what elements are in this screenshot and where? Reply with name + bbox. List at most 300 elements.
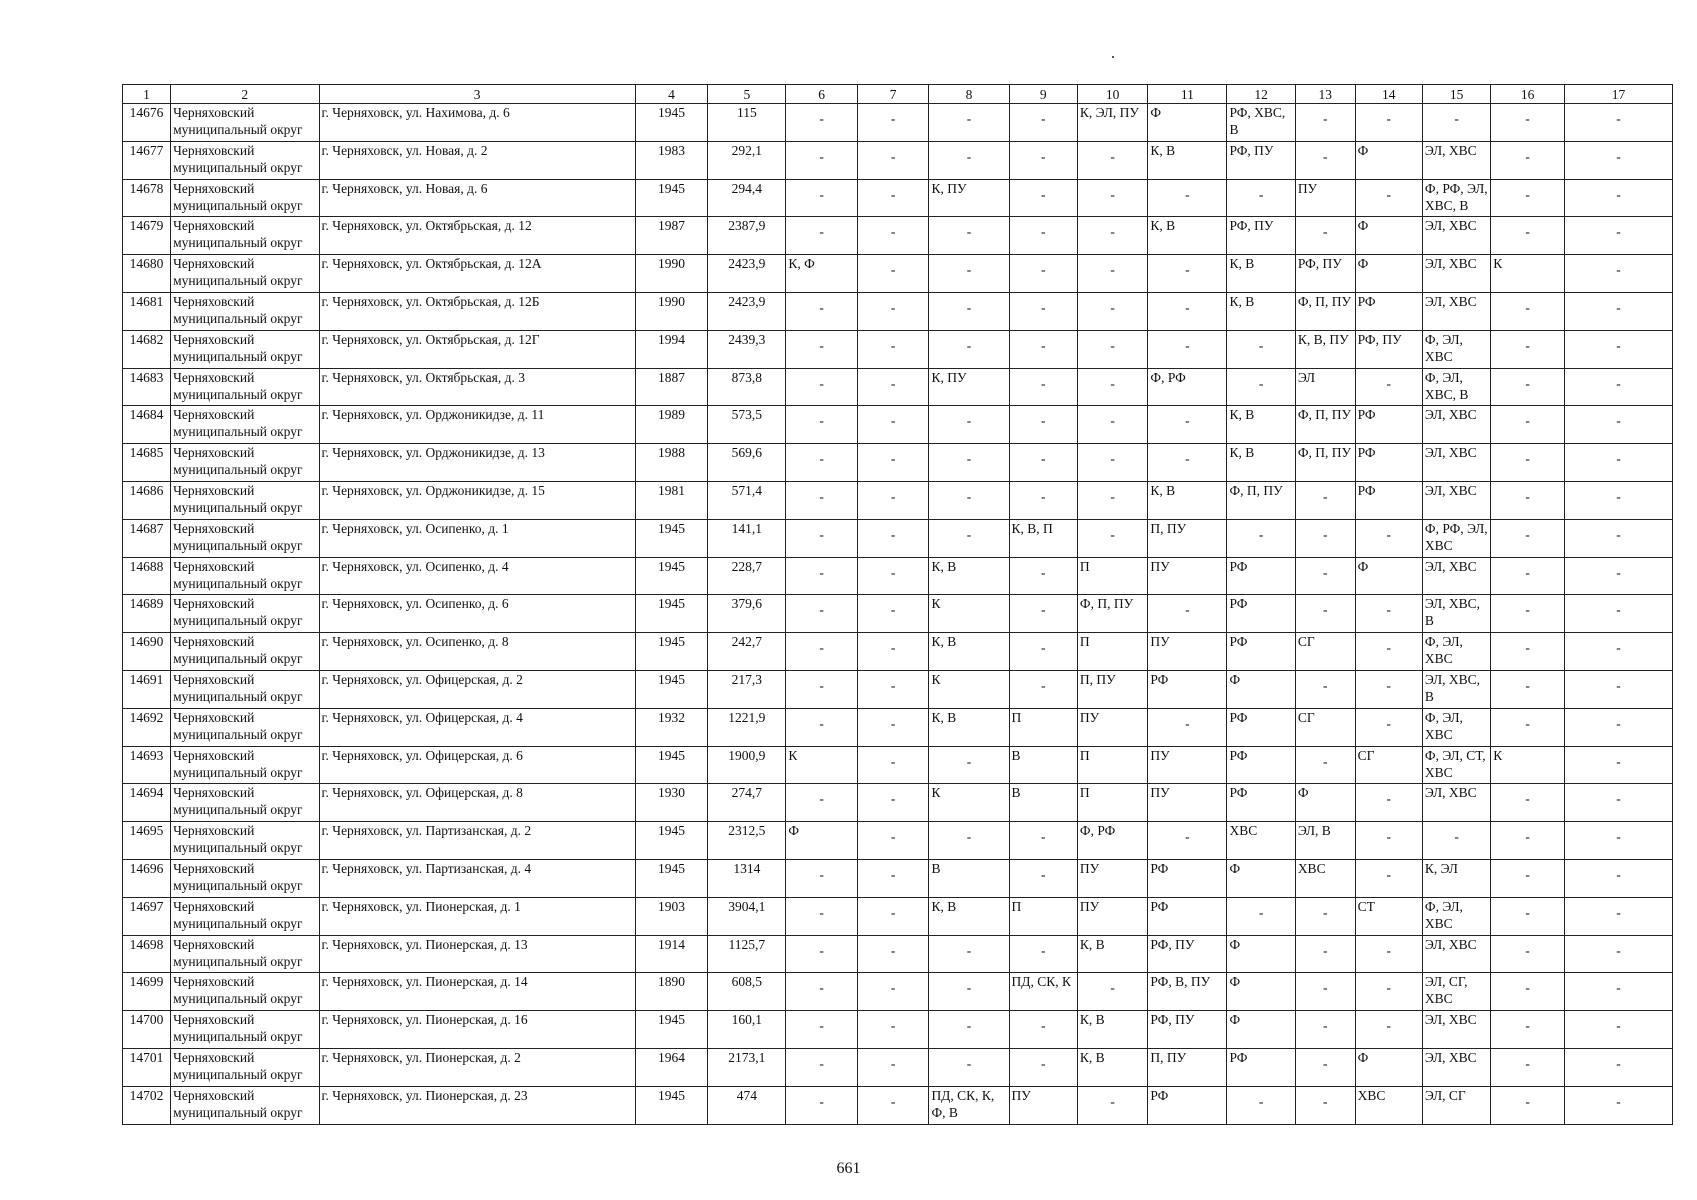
table-cell-col-2: Черняховский муниципальный округ [171, 973, 319, 1011]
table-cell-col-9: - [1009, 444, 1077, 482]
table-row [123, 368, 1673, 406]
table-cell-col-15: Ф, РФ, ЭЛ, ХВС, В [1422, 179, 1490, 217]
table-cell-col-2: Черняховский муниципальный округ [171, 141, 319, 179]
table-cell-col-5: 873,8 [708, 368, 786, 406]
table-row [123, 179, 1673, 217]
column-header-2: 2 [171, 85, 319, 104]
table-row [123, 859, 1673, 897]
table-cell-col-7: - [857, 746, 929, 784]
table-cell-col-9: - [1009, 1011, 1077, 1049]
table-cell-col-16: - [1491, 897, 1565, 935]
table-cell-col-17: - [1564, 1048, 1672, 1086]
table-cell-col-2: Черняховский муниципальный округ [171, 368, 319, 406]
table-cell-col-17: - [1564, 444, 1672, 482]
table-cell-col-15: ЭЛ, ХВС, В [1422, 595, 1490, 633]
table-cell-col-12: ХВС [1227, 822, 1295, 860]
table-cell-col-3: г. Черняховск, ул. Осипенко, д. 6 [319, 595, 635, 633]
table-cell-col-3: г. Черняховск, ул. Октябрьская, д. 12Б [319, 292, 635, 330]
table-cell-col-16: - [1491, 557, 1565, 595]
table-cell-col-14: ХВС [1355, 1086, 1422, 1124]
table-cell-col-10: - [1077, 255, 1148, 293]
table-cell-col-5: 228,7 [708, 557, 786, 595]
table-cell-col-15: ЭЛ, ХВС [1422, 444, 1490, 482]
table-cell-col-9: - [1009, 481, 1077, 519]
table-cell-col-16: К [1491, 255, 1565, 293]
table-cell-col-17: - [1564, 595, 1672, 633]
table-cell-col-17: - [1564, 822, 1672, 860]
table-cell-col-4: 1988 [635, 444, 708, 482]
table-cell-col-8: - [929, 104, 1009, 142]
table-cell-col-15: ЭЛ, ХВС [1422, 141, 1490, 179]
table-cell-col-3: г. Черняховск, ул. Офицерская, д. 6 [319, 746, 635, 784]
table-cell-col-8: - [929, 406, 1009, 444]
table-row [123, 973, 1673, 1011]
table-cell-col-16: - [1491, 406, 1565, 444]
table-cell-col-13: РФ, ПУ [1295, 255, 1355, 293]
table-cell-col-4: 1945 [635, 519, 708, 557]
table-cell-col-8: К, В [929, 897, 1009, 935]
table-cell-col-9: - [1009, 935, 1077, 973]
table-cell-col-8: К, В [929, 708, 1009, 746]
table-cell-col-15: ЭЛ, ХВС [1422, 481, 1490, 519]
table-cell-col-14: РФ [1355, 444, 1422, 482]
table-cell-col-10: К, ЭЛ, ПУ [1077, 104, 1148, 142]
table-cell-col-15: ЭЛ, ХВС [1422, 406, 1490, 444]
table-cell-col-11: РФ, ПУ [1148, 1011, 1227, 1049]
table-cell-col-9: - [1009, 104, 1077, 142]
table-cell-col-1: 14679 [123, 217, 171, 255]
table-cell-col-5: 274,7 [708, 784, 786, 822]
table-cell-col-4: 1945 [635, 859, 708, 897]
table-cell-col-7: - [857, 444, 929, 482]
table-cell-col-11: П, ПУ [1148, 1048, 1227, 1086]
table-cell-col-4: 1945 [635, 1011, 708, 1049]
table-cell-col-17: - [1564, 1086, 1672, 1124]
table-cell-col-3: г. Черняховск, ул. Орджоникидзе, д. 11 [319, 406, 635, 444]
table-cell-col-1: 14699 [123, 973, 171, 1011]
table-cell-col-4: 1945 [635, 557, 708, 595]
column-header-14: 14 [1355, 85, 1422, 104]
table-cell-col-2: Черняховский муниципальный округ [171, 633, 319, 671]
table-cell-col-2: Черняховский муниципальный округ [171, 784, 319, 822]
table-cell-col-5: 1900,9 [708, 746, 786, 784]
table-cell-col-5: 2423,9 [708, 292, 786, 330]
table-cell-col-8: К, В [929, 557, 1009, 595]
table-cell-col-7: - [857, 935, 929, 973]
table-cell-col-7: - [857, 708, 929, 746]
table-cell-col-12: РФ [1227, 595, 1295, 633]
column-header-1: 1 [123, 85, 171, 104]
table-row [123, 104, 1673, 142]
table-cell-col-17: - [1564, 368, 1672, 406]
table-cell-col-9: - [1009, 368, 1077, 406]
table-cell-col-1: 14688 [123, 557, 171, 595]
table-cell-col-17: - [1564, 670, 1672, 708]
table-cell-col-1: 14677 [123, 141, 171, 179]
table-cell-col-10: К, В [1077, 1011, 1148, 1049]
table-row [123, 670, 1673, 708]
table-cell-col-2: Черняховский муниципальный округ [171, 557, 319, 595]
table-cell-col-6: - [786, 368, 858, 406]
table-cell-col-11: Ф, РФ [1148, 368, 1227, 406]
table-cell-col-10: П, ПУ [1077, 670, 1148, 708]
table-cell-col-15: ЭЛ, ХВС [1422, 557, 1490, 595]
table-cell-col-2: Черняховский муниципальный округ [171, 481, 319, 519]
table-cell-col-8: - [929, 935, 1009, 973]
table-cell-col-3: г. Черняховск, ул. Октябрьская, д. 3 [319, 368, 635, 406]
table-cell-col-3: г. Черняховск, ул. Пионерская, д. 14 [319, 973, 635, 1011]
table-cell-col-11: - [1148, 255, 1227, 293]
table-cell-col-16: - [1491, 935, 1565, 973]
table-cell-col-10: - [1077, 292, 1148, 330]
table-cell-col-6: - [786, 179, 858, 217]
table-cell-col-15: Ф, РФ, ЭЛ, ХВС [1422, 519, 1490, 557]
table-cell-col-7: - [857, 179, 929, 217]
table-cell-col-14: Ф [1355, 255, 1422, 293]
table-cell-col-14: Ф [1355, 1048, 1422, 1086]
table-cell-col-6: - [786, 141, 858, 179]
table-cell-col-13: Ф [1295, 784, 1355, 822]
table-cell-col-11: РФ [1148, 897, 1227, 935]
table-cell-col-15: ЭЛ, ХВС [1422, 292, 1490, 330]
table-cell-col-7: - [857, 255, 929, 293]
table-cell-col-2: Черняховский муниципальный округ [171, 935, 319, 973]
table-cell-col-11: К, В [1148, 217, 1227, 255]
table-cell-col-1: 14698 [123, 935, 171, 973]
table-cell-col-13: - [1295, 1048, 1355, 1086]
table-cell-col-8: - [929, 217, 1009, 255]
table-cell-col-16: - [1491, 141, 1565, 179]
table-cell-col-10: Ф, РФ [1077, 822, 1148, 860]
table-cell-col-8: К, В [929, 633, 1009, 671]
table-cell-col-7: - [857, 784, 929, 822]
table-cell-col-6: - [786, 444, 858, 482]
table-cell-col-2: Черняховский муниципальный округ [171, 595, 319, 633]
table-cell-col-12: Ф [1227, 935, 1295, 973]
table-cell-col-8: К, ПУ [929, 368, 1009, 406]
table-cell-col-15: Ф, ЭЛ, СТ, ХВС [1422, 746, 1490, 784]
table-cell-col-16: - [1491, 595, 1565, 633]
table-cell-col-2: Черняховский муниципальный округ [171, 179, 319, 217]
table-cell-col-15: Ф, ЭЛ, ХВС [1422, 633, 1490, 671]
table-cell-col-10: - [1077, 368, 1148, 406]
table-cell-col-5: 2423,9 [708, 255, 786, 293]
table-cell-col-5: 379,6 [708, 595, 786, 633]
table-cell-col-2: Черняховский муниципальный округ [171, 822, 319, 860]
table-cell-col-2: Черняховский муниципальный округ [171, 746, 319, 784]
table-cell-col-14: РФ, ПУ [1355, 330, 1422, 368]
table-cell-col-17: - [1564, 519, 1672, 557]
table-cell-col-14: - [1355, 179, 1422, 217]
table-cell-col-8: - [929, 141, 1009, 179]
table-cell-col-5: 571,4 [708, 481, 786, 519]
table-cell-col-12: К, В [1227, 444, 1295, 482]
table-cell-col-4: 1945 [635, 746, 708, 784]
table-cell-col-10: - [1077, 141, 1148, 179]
table-cell-col-11: - [1148, 444, 1227, 482]
table-cell-col-11: ПУ [1148, 557, 1227, 595]
table-cell-col-15: - [1422, 104, 1490, 142]
table-cell-col-1: 14692 [123, 708, 171, 746]
table-cell-col-13: ЭЛ [1295, 368, 1355, 406]
table-cell-col-11: - [1148, 292, 1227, 330]
table-cell-col-13: - [1295, 141, 1355, 179]
table-cell-col-16: - [1491, 519, 1565, 557]
table-cell-col-1: 14680 [123, 255, 171, 293]
table-cell-col-12: Ф [1227, 670, 1295, 708]
table-cell-col-3: г. Черняховск, ул. Орджоникидзе, д. 15 [319, 481, 635, 519]
table-cell-col-11: РФ [1148, 670, 1227, 708]
table-cell-col-1: 14700 [123, 1011, 171, 1049]
table-cell-col-5: 3904,1 [708, 897, 786, 935]
table-cell-col-4: 1990 [635, 292, 708, 330]
table-cell-col-5: 2312,5 [708, 822, 786, 860]
table-cell-col-16: - [1491, 708, 1565, 746]
table-cell-col-13: Ф, П, ПУ [1295, 406, 1355, 444]
table-cell-col-4: 1945 [635, 633, 708, 671]
table-cell-col-14: СТ [1355, 897, 1422, 935]
table-cell-col-12: К, В [1227, 255, 1295, 293]
table-cell-col-16: - [1491, 1048, 1565, 1086]
table-cell-col-3: г. Черняховск, ул. Пионерская, д. 2 [319, 1048, 635, 1086]
table-cell-col-17: - [1564, 104, 1672, 142]
table-cell-col-5: 1221,9 [708, 708, 786, 746]
header-row [123, 85, 1673, 104]
table-cell-col-4: 1964 [635, 1048, 708, 1086]
table-cell-col-5: 2387,9 [708, 217, 786, 255]
table-header [123, 85, 1673, 104]
table-cell-col-11: К, В [1148, 481, 1227, 519]
table-cell-col-12: РФ, ПУ [1227, 141, 1295, 179]
table-cell-col-16: - [1491, 1086, 1565, 1124]
table-cell-col-16: - [1491, 973, 1565, 1011]
table-cell-col-4: 1932 [635, 708, 708, 746]
table-cell-col-11: К, В [1148, 141, 1227, 179]
table-cell-col-17: - [1564, 406, 1672, 444]
table-cell-col-12: К, В [1227, 406, 1295, 444]
table-cell-col-14: - [1355, 519, 1422, 557]
table-cell-col-4: 1987 [635, 217, 708, 255]
table-cell-col-7: - [857, 406, 929, 444]
table-cell-col-13: ХВС [1295, 859, 1355, 897]
table-cell-col-10: - [1077, 481, 1148, 519]
table-cell-col-14: Ф [1355, 141, 1422, 179]
table-cell-col-11: - [1148, 595, 1227, 633]
table-cell-col-1: 14702 [123, 1086, 171, 1124]
table-cell-col-14: РФ [1355, 406, 1422, 444]
table-cell-col-9: - [1009, 141, 1077, 179]
table-cell-col-2: Черняховский муниципальный округ [171, 897, 319, 935]
table-cell-col-10: - [1077, 330, 1148, 368]
table-cell-col-7: - [857, 368, 929, 406]
table-cell-col-12: РФ [1227, 784, 1295, 822]
table-cell-col-13: - [1295, 897, 1355, 935]
table-cell-col-4: 1981 [635, 481, 708, 519]
column-header-6: 6 [786, 85, 858, 104]
table-cell-col-4: 1945 [635, 104, 708, 142]
table-cell-col-14: - [1355, 368, 1422, 406]
table-cell-col-16: - [1491, 1011, 1565, 1049]
table-cell-col-7: - [857, 595, 929, 633]
table-cell-col-9: ПД, СК, К [1009, 973, 1077, 1011]
table-cell-col-9: - [1009, 1048, 1077, 1086]
table-cell-col-16: - [1491, 104, 1565, 142]
table-cell-col-1: 14701 [123, 1048, 171, 1086]
table-cell-col-7: - [857, 481, 929, 519]
table-cell-col-17: - [1564, 784, 1672, 822]
table-cell-col-6: - [786, 406, 858, 444]
table-cell-col-13: - [1295, 973, 1355, 1011]
table-cell-col-6: - [786, 104, 858, 142]
table-cell-col-1: 14687 [123, 519, 171, 557]
table-cell-col-7: - [857, 859, 929, 897]
table-cell-col-11: РФ, В, ПУ [1148, 973, 1227, 1011]
table-cell-col-1: 14681 [123, 292, 171, 330]
table-cell-col-2: Черняховский муниципальный округ [171, 708, 319, 746]
table-cell-col-7: - [857, 141, 929, 179]
table-cell-col-9: В [1009, 784, 1077, 822]
table-cell-col-3: г. Черняховск, ул. Партизанская, д. 4 [319, 859, 635, 897]
table-cell-col-8: - [929, 973, 1009, 1011]
table-cell-col-2: Черняховский муниципальный округ [171, 217, 319, 255]
table-cell-col-12: РФ [1227, 708, 1295, 746]
table-cell-col-17: - [1564, 633, 1672, 671]
table-cell-col-3: г. Черняховск, ул. Новая, д. 6 [319, 179, 635, 217]
table-cell-col-8: К [929, 670, 1009, 708]
table-cell-col-8: - [929, 292, 1009, 330]
table-cell-col-1: 14684 [123, 406, 171, 444]
table-cell-col-4: 1994 [635, 330, 708, 368]
table-row [123, 595, 1673, 633]
table-cell-col-17: - [1564, 746, 1672, 784]
column-header-16: 16 [1491, 85, 1565, 104]
table-cell-col-6: - [786, 1086, 858, 1124]
table-cell-col-6: - [786, 935, 858, 973]
table-cell-col-3: г. Черняховск, ул. Пионерская, д. 23 [319, 1086, 635, 1124]
table-cell-col-12: - [1227, 330, 1295, 368]
table-row [123, 255, 1673, 293]
table-row [123, 633, 1673, 671]
table-cell-col-11: ПУ [1148, 633, 1227, 671]
table-cell-col-10: П [1077, 633, 1148, 671]
table-cell-col-5: 217,3 [708, 670, 786, 708]
table-cell-col-7: - [857, 1048, 929, 1086]
table-cell-col-15: ЭЛ, СГ, ХВС [1422, 973, 1490, 1011]
table-cell-col-1: 14686 [123, 481, 171, 519]
table-cell-col-1: 14696 [123, 859, 171, 897]
table-cell-col-1: 14683 [123, 368, 171, 406]
table-cell-col-1: 14691 [123, 670, 171, 708]
table-cell-col-2: Черняховский муниципальный округ [171, 1048, 319, 1086]
table-cell-col-12: РФ, ХВС, В [1227, 104, 1295, 142]
table-cell-col-8: - [929, 822, 1009, 860]
table-cell-col-13: - [1295, 217, 1355, 255]
table-cell-col-4: 1914 [635, 935, 708, 973]
table-cell-col-11: Ф [1148, 104, 1227, 142]
table-cell-col-9: ПУ [1009, 1086, 1077, 1124]
table-cell-col-9: К, В, П [1009, 519, 1077, 557]
table-cell-col-12: К, В [1227, 292, 1295, 330]
table-cell-col-8: В [929, 859, 1009, 897]
table-cell-col-12: Ф [1227, 1011, 1295, 1049]
table-cell-col-8: К, ПУ [929, 179, 1009, 217]
table-cell-col-3: г. Черняховск, ул. Пионерская, д. 16 [319, 1011, 635, 1049]
table-cell-col-14: - [1355, 935, 1422, 973]
table-cell-col-14: Ф [1355, 217, 1422, 255]
table-cell-col-7: - [857, 897, 929, 935]
table-cell-col-2: Черняховский муниципальный округ [171, 406, 319, 444]
table-cell-col-5: 2439,3 [708, 330, 786, 368]
table-cell-col-12: РФ [1227, 557, 1295, 595]
table-cell-col-3: г. Черняховск, ул. Осипенко, д. 8 [319, 633, 635, 671]
table-cell-col-16: - [1491, 368, 1565, 406]
table-cell-col-5: 115 [708, 104, 786, 142]
table-row [123, 1011, 1673, 1049]
table-cell-col-10: К, В [1077, 1048, 1148, 1086]
table-cell-col-6: - [786, 1011, 858, 1049]
table-cell-col-9: В [1009, 746, 1077, 784]
table-cell-col-6: - [786, 481, 858, 519]
column-header-15: 15 [1422, 85, 1490, 104]
table-cell-col-17: - [1564, 935, 1672, 973]
table-cell-col-13: ЭЛ, В [1295, 822, 1355, 860]
table-cell-col-14: РФ [1355, 481, 1422, 519]
table-cell-col-17: - [1564, 708, 1672, 746]
table-cell-col-11: П, ПУ [1148, 519, 1227, 557]
table-cell-col-7: - [857, 670, 929, 708]
table-cell-col-13: - [1295, 746, 1355, 784]
table-body [123, 104, 1673, 1125]
table-cell-col-4: 1983 [635, 141, 708, 179]
table-cell-col-7: - [857, 557, 929, 595]
table-cell-col-10: - [1077, 973, 1148, 1011]
table-row [123, 822, 1673, 860]
table-cell-col-10: К, В [1077, 935, 1148, 973]
table-row [123, 444, 1673, 482]
table-cell-col-8: - [929, 330, 1009, 368]
column-header-5: 5 [708, 85, 786, 104]
table-cell-col-10: П [1077, 784, 1148, 822]
table-cell-col-10: П [1077, 557, 1148, 595]
table-cell-col-12: Ф [1227, 973, 1295, 1011]
table-cell-col-5: 294,4 [708, 179, 786, 217]
table-cell-col-15: ЭЛ, ХВС [1422, 1048, 1490, 1086]
table-cell-col-13: - [1295, 519, 1355, 557]
table-cell-col-10: Ф, П, ПУ [1077, 595, 1148, 633]
column-header-4: 4 [635, 85, 708, 104]
table-cell-col-3: г. Черняховск, ул. Пионерская, д. 13 [319, 935, 635, 973]
table-cell-col-4: 1945 [635, 1086, 708, 1124]
table-cell-col-1: 14693 [123, 746, 171, 784]
table-cell-col-7: - [857, 292, 929, 330]
table-cell-col-1: 14694 [123, 784, 171, 822]
table-cell-col-11: РФ, ПУ [1148, 935, 1227, 973]
table-cell-col-5: 242,7 [708, 633, 786, 671]
table-cell-col-15: ЭЛ, СГ [1422, 1086, 1490, 1124]
table-row [123, 141, 1673, 179]
table-cell-col-13: - [1295, 670, 1355, 708]
column-header-7: 7 [857, 85, 929, 104]
table-row [123, 897, 1673, 935]
table-cell-col-7: - [857, 822, 929, 860]
table-cell-col-8: - [929, 1048, 1009, 1086]
table-cell-col-3: г. Черняховск, ул. Нахимова, д. 6 [319, 104, 635, 142]
table-cell-col-5: 1125,7 [708, 935, 786, 973]
column-header-11: 11 [1148, 85, 1227, 104]
table-cell-col-6: - [786, 519, 858, 557]
table-cell-col-4: 1989 [635, 406, 708, 444]
table-row [123, 746, 1673, 784]
